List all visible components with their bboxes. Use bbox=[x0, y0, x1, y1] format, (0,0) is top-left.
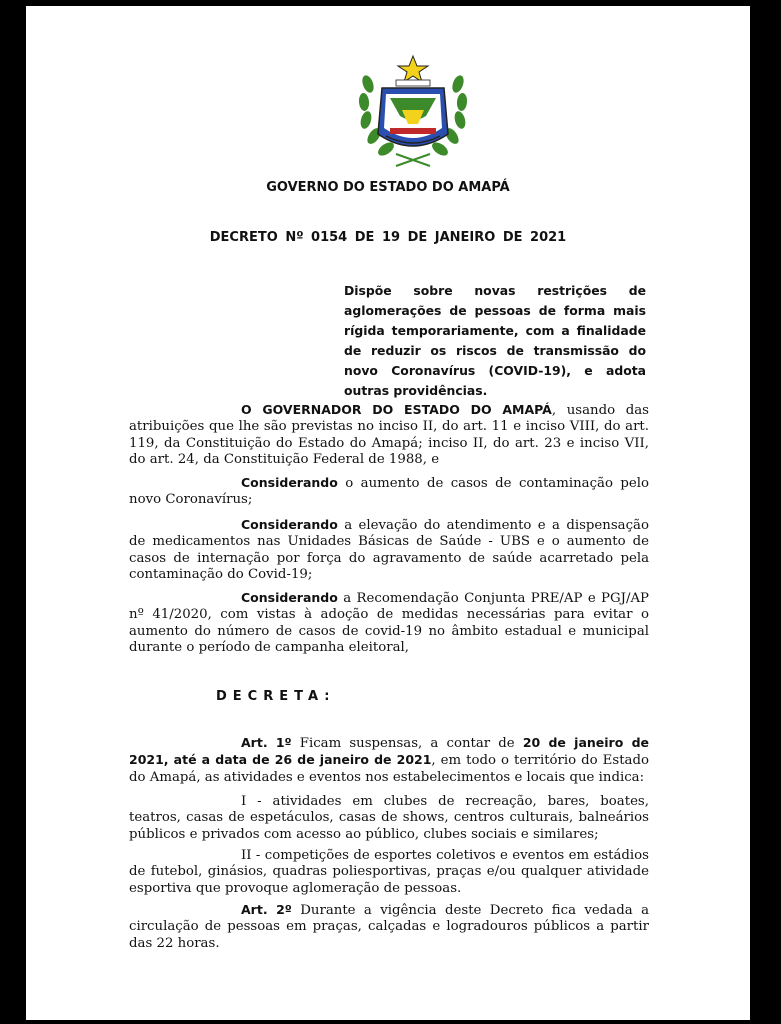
considerando-lead: Considerando bbox=[241, 517, 338, 532]
article-1-text-b: , em todo o território do Estado do Amapá, as atividades e eventos nos estabelecimentos e locais que indica: bbox=[129, 753, 649, 785]
coat-of-arms-emblem bbox=[356, 54, 470, 172]
article-1-text-a: Ficam suspensas, a contar de bbox=[291, 736, 523, 751]
considerando-3 bbox=[129, 590, 649, 657]
item-2-text: II - competições de esportes coletivos e eventos em estádios de futebol, ginásios, quadras poliesportivas, praças e/ou qualquer atividade esportiva que provoque aglomeração de pessoas. bbox=[129, 848, 649, 896]
considerando-lead: Considerando bbox=[241, 475, 338, 490]
document-page bbox=[26, 6, 750, 1020]
item-1-text: I - atividades em clubes de recreação, bares, boates, teatros, casas de espetáculos, casas de shows, centros culturais, balneários públicos e privados com acesso ao público, clubes sociais e similares; bbox=[129, 794, 649, 842]
considerando-text: a Recomendação Conjunta PRE/AP e PGJ/AP nº 41/2020, com vistas à adoção de medidas necessárias para evitar o aumento do número de casos de covid-19 no âmbito estadual e municipal durante o período de campanha eleitoral, bbox=[129, 591, 649, 656]
decree-summary: Dispõe sobre novas restrições de aglomerações de pessoas de forma mais rígida temporariamente, com a finalidade de reduzir os riscos de transmissão do novo Coronavírus (COVID-19), e adota outras providências. bbox=[344, 283, 646, 398]
considerando-text: o aumento de casos de contaminação pelo novo Coronavírus; bbox=[129, 476, 649, 508]
article-1-item-2 bbox=[129, 848, 649, 897]
government-heading: GOVERNO DO ESTADO DO AMAPÁ bbox=[266, 180, 510, 195]
governor-lead: O GOVERNADOR DO ESTADO DO AMAPÁ bbox=[241, 402, 552, 417]
article-2 bbox=[129, 902, 649, 952]
governor-text: , usando das atribuições que lhe são previstas no inciso II, do art. 11 e inciso VIII, do art. 119, da Constituição do Estado do Amapá; inciso II, do art. 23 e inciso VII, do art. 24, da Constituição Federal de 1988, e bbox=[129, 403, 649, 468]
article-1 bbox=[129, 735, 649, 786]
considerando-lead: Considerando bbox=[241, 590, 338, 605]
article-2-text: Durante a vigência deste Decreto fica vedada a circulação de pessoas em praças, calçadas e logradouros públicos a partir das 22 horas. bbox=[129, 903, 649, 951]
decreta-heading: DECRETA: bbox=[216, 689, 336, 704]
preamble-paragraph bbox=[129, 402, 649, 469]
article-2-label: Art. 2º bbox=[241, 902, 292, 917]
article-1-dates: 20 de janeiro de 2021, até a data de 26 de janeiro de 2021 bbox=[129, 735, 649, 768]
considerando-text: a elevação do atendimento e a dispensação de medicamentos nas Unidades Básicas de Saúde - UBS e o aumento de casos de internação por força do agravamento de saúde acarretado pela contaminação do Covid-19; bbox=[129, 518, 649, 583]
article-1-label: Art. 1º bbox=[241, 735, 292, 750]
decree-title: DECRETO Nº 0154 DE 19 DE JANEIRO DE 2021 bbox=[209, 230, 567, 245]
article-1-item-1 bbox=[129, 794, 649, 843]
considerando-1 bbox=[129, 475, 649, 509]
considerando-2 bbox=[129, 517, 649, 584]
